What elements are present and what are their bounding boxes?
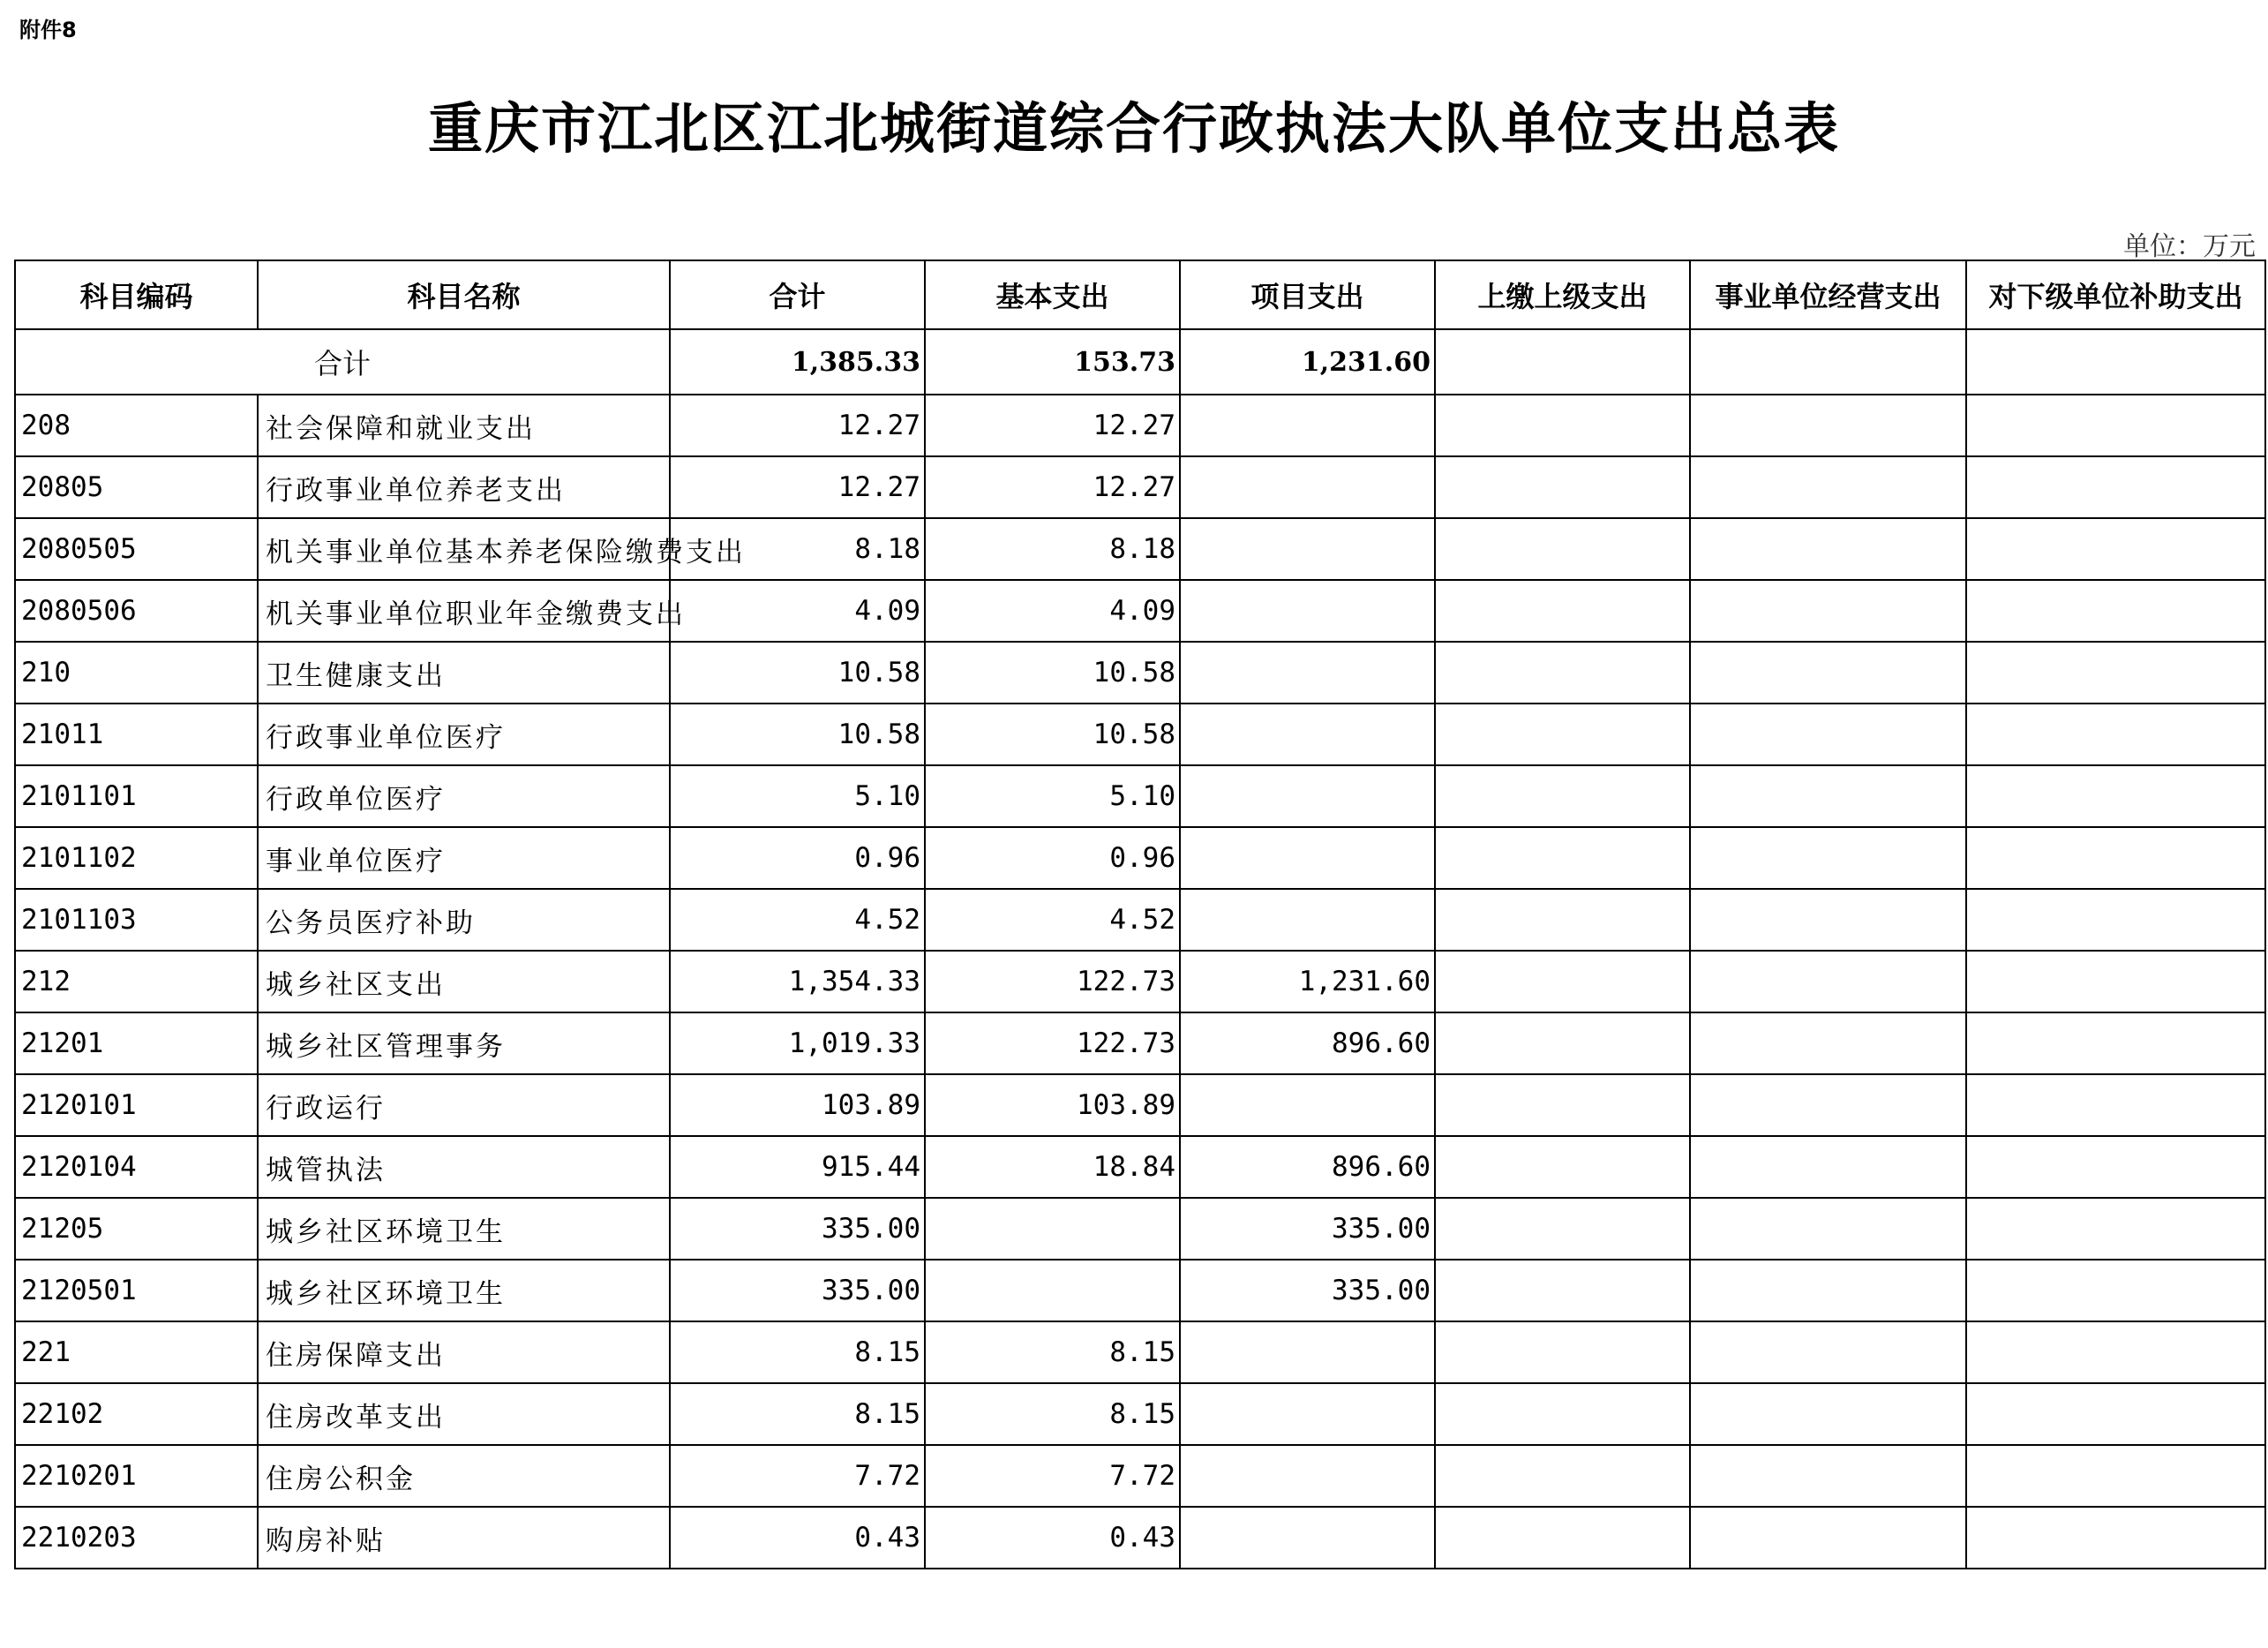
row-business bbox=[1690, 1383, 1966, 1445]
expenditure-table bbox=[14, 260, 2266, 1569]
row-upper bbox=[1435, 704, 1690, 765]
row-project bbox=[1180, 395, 1435, 456]
row-basic: 122.73 bbox=[925, 1012, 1180, 1074]
row-code: 22102 bbox=[15, 1383, 258, 1445]
row-name: 城管执法 bbox=[258, 1136, 670, 1198]
row-name: 事业单位医疗 bbox=[258, 827, 670, 889]
row-basic bbox=[925, 1198, 1180, 1260]
table-row bbox=[15, 1507, 2265, 1569]
total-project: 1,231.60 bbox=[1180, 329, 1435, 395]
row-business bbox=[1690, 1012, 1966, 1074]
row-name: 城乡社区管理事务 bbox=[258, 1012, 670, 1074]
row-basic: 10.58 bbox=[925, 642, 1180, 704]
row-code: 210 bbox=[15, 642, 258, 704]
table-row bbox=[15, 765, 2265, 827]
row-name: 城乡社区环境卫生 bbox=[258, 1260, 670, 1321]
header-sum: 合计 bbox=[670, 260, 925, 329]
row-code: 2101103 bbox=[15, 889, 258, 951]
row-subsidy bbox=[1966, 395, 2265, 456]
row-name: 机关事业单位基本养老保险缴费支出 bbox=[258, 518, 670, 580]
row-sum: 12.27 bbox=[670, 395, 925, 456]
table-row bbox=[15, 1198, 2265, 1260]
row-subsidy bbox=[1966, 1383, 2265, 1445]
row-sum: 103.89 bbox=[670, 1074, 925, 1136]
row-name: 行政事业单位医疗 bbox=[258, 704, 670, 765]
row-project: 1,231.60 bbox=[1180, 951, 1435, 1012]
row-name: 行政单位医疗 bbox=[258, 765, 670, 827]
row-code: 21011 bbox=[15, 704, 258, 765]
row-code: 2120104 bbox=[15, 1136, 258, 1198]
table-row bbox=[15, 827, 2265, 889]
row-code: 2101101 bbox=[15, 765, 258, 827]
table-row bbox=[15, 518, 2265, 580]
table-row bbox=[15, 1136, 2265, 1198]
table-row bbox=[15, 704, 2265, 765]
row-basic: 5.10 bbox=[925, 765, 1180, 827]
table-row bbox=[15, 951, 2265, 1012]
row-sum: 0.43 bbox=[670, 1507, 925, 1569]
row-basic: 0.43 bbox=[925, 1507, 1180, 1569]
row-basic: 8.15 bbox=[925, 1383, 1180, 1445]
row-upper bbox=[1435, 765, 1690, 827]
row-name: 城乡社区支出 bbox=[258, 951, 670, 1012]
row-project bbox=[1180, 1445, 1435, 1507]
total-basic: 153.73 bbox=[925, 329, 1180, 395]
row-project bbox=[1180, 1507, 1435, 1569]
row-upper bbox=[1435, 456, 1690, 518]
row-code: 212 bbox=[15, 951, 258, 1012]
row-business bbox=[1690, 518, 1966, 580]
row-upper bbox=[1435, 1383, 1690, 1445]
row-upper bbox=[1435, 580, 1690, 642]
total-subsidy bbox=[1966, 329, 2265, 395]
row-sum: 10.58 bbox=[670, 642, 925, 704]
row-basic: 4.09 bbox=[925, 580, 1180, 642]
table-row bbox=[15, 1321, 2265, 1383]
row-code: 2120101 bbox=[15, 1074, 258, 1136]
row-basic: 0.96 bbox=[925, 827, 1180, 889]
row-project bbox=[1180, 580, 1435, 642]
row-sum: 8.15 bbox=[670, 1383, 925, 1445]
row-business bbox=[1690, 642, 1966, 704]
row-subsidy bbox=[1966, 1012, 2265, 1074]
row-business bbox=[1690, 704, 1966, 765]
table-header-row bbox=[15, 260, 2265, 329]
row-basic: 10.58 bbox=[925, 704, 1180, 765]
table-row bbox=[15, 395, 2265, 456]
row-business bbox=[1690, 827, 1966, 889]
row-code: 2210201 bbox=[15, 1445, 258, 1507]
total-sum: 1,385.33 bbox=[670, 329, 925, 395]
row-subsidy bbox=[1966, 1445, 2265, 1507]
row-subsidy bbox=[1966, 1321, 2265, 1383]
row-business bbox=[1690, 580, 1966, 642]
row-subsidy bbox=[1966, 518, 2265, 580]
row-project bbox=[1180, 889, 1435, 951]
row-project bbox=[1180, 456, 1435, 518]
row-subsidy bbox=[1966, 951, 2265, 1012]
row-business bbox=[1690, 889, 1966, 951]
row-basic: 8.18 bbox=[925, 518, 1180, 580]
row-sum: 335.00 bbox=[670, 1198, 925, 1260]
row-basic: 12.27 bbox=[925, 395, 1180, 456]
row-project bbox=[1180, 1074, 1435, 1136]
header-basic: 基本支出 bbox=[925, 260, 1180, 329]
row-basic: 4.52 bbox=[925, 889, 1180, 951]
header-code: 科目编码 bbox=[15, 260, 258, 329]
row-subsidy bbox=[1966, 827, 2265, 889]
header-name: 科目名称 bbox=[258, 260, 670, 329]
row-sum: 0.96 bbox=[670, 827, 925, 889]
row-project: 896.60 bbox=[1180, 1136, 1435, 1198]
row-business bbox=[1690, 1260, 1966, 1321]
row-subsidy bbox=[1966, 765, 2265, 827]
row-name: 购房补贴 bbox=[258, 1507, 670, 1569]
row-business bbox=[1690, 395, 1966, 456]
row-sum: 915.44 bbox=[670, 1136, 925, 1198]
row-subsidy bbox=[1966, 1198, 2265, 1260]
row-sum: 4.09 bbox=[670, 580, 925, 642]
row-sum: 8.15 bbox=[670, 1321, 925, 1383]
row-name: 住房保障支出 bbox=[258, 1321, 670, 1383]
row-code: 2210203 bbox=[15, 1507, 258, 1569]
row-name: 公务员医疗补助 bbox=[258, 889, 670, 951]
row-upper bbox=[1435, 1012, 1690, 1074]
row-code: 20805 bbox=[15, 456, 258, 518]
row-project bbox=[1180, 827, 1435, 889]
table-row bbox=[15, 1383, 2265, 1445]
row-project bbox=[1180, 765, 1435, 827]
row-code: 2080505 bbox=[15, 518, 258, 580]
table-row bbox=[15, 1260, 2265, 1321]
row-name: 社会保障和就业支出 bbox=[258, 395, 670, 456]
table-row bbox=[15, 1445, 2265, 1507]
row-subsidy bbox=[1966, 642, 2265, 704]
row-code: 21201 bbox=[15, 1012, 258, 1074]
row-name: 机关事业单位职业年金缴费支出 bbox=[258, 580, 670, 642]
row-basic bbox=[925, 1260, 1180, 1321]
table-row bbox=[15, 1074, 2265, 1136]
row-upper bbox=[1435, 1445, 1690, 1507]
row-upper bbox=[1435, 642, 1690, 704]
row-project: 335.00 bbox=[1180, 1260, 1435, 1321]
row-business bbox=[1690, 951, 1966, 1012]
row-upper bbox=[1435, 1260, 1690, 1321]
row-business bbox=[1690, 1445, 1966, 1507]
row-sum: 8.18 bbox=[670, 518, 925, 580]
row-name: 城乡社区环境卫生 bbox=[258, 1198, 670, 1260]
row-subsidy bbox=[1966, 580, 2265, 642]
row-name: 住房公积金 bbox=[258, 1445, 670, 1507]
row-sum: 335.00 bbox=[670, 1260, 925, 1321]
row-business bbox=[1690, 1507, 1966, 1569]
row-basic: 7.72 bbox=[925, 1445, 1180, 1507]
row-subsidy bbox=[1966, 456, 2265, 518]
row-basic: 12.27 bbox=[925, 456, 1180, 518]
row-code: 2120501 bbox=[15, 1260, 258, 1321]
row-business bbox=[1690, 1198, 1966, 1260]
table-row bbox=[15, 642, 2265, 704]
row-upper bbox=[1435, 827, 1690, 889]
row-project bbox=[1180, 1321, 1435, 1383]
table-row bbox=[15, 889, 2265, 951]
row-upper bbox=[1435, 518, 1690, 580]
total-label: 合计 bbox=[15, 329, 670, 395]
row-name: 住房改革支出 bbox=[258, 1383, 670, 1445]
row-sum: 4.52 bbox=[670, 889, 925, 951]
header-project: 项目支出 bbox=[1180, 260, 1435, 329]
row-upper bbox=[1435, 951, 1690, 1012]
row-subsidy bbox=[1966, 704, 2265, 765]
unit-label: 单位：万元 bbox=[2123, 231, 2256, 262]
row-subsidy bbox=[1966, 889, 2265, 951]
table-row bbox=[15, 456, 2265, 518]
row-sum: 1,019.33 bbox=[670, 1012, 925, 1074]
row-subsidy bbox=[1966, 1074, 2265, 1136]
table-row bbox=[15, 580, 2265, 642]
page-title: 重庆市江北区江北城街道综合行政执法大队单位支出总表 bbox=[427, 96, 1840, 161]
row-project bbox=[1180, 704, 1435, 765]
row-project: 335.00 bbox=[1180, 1198, 1435, 1260]
header-subsidy: 对下级单位补助支出 bbox=[1966, 260, 2265, 329]
row-project: 896.60 bbox=[1180, 1012, 1435, 1074]
row-sum: 10.58 bbox=[670, 704, 925, 765]
row-upper bbox=[1435, 889, 1690, 951]
row-subsidy bbox=[1966, 1260, 2265, 1321]
total-row bbox=[15, 329, 2265, 395]
row-basic: 103.89 bbox=[925, 1074, 1180, 1136]
row-name: 行政事业单位养老支出 bbox=[258, 456, 670, 518]
row-sum: 1,354.33 bbox=[670, 951, 925, 1012]
row-upper bbox=[1435, 395, 1690, 456]
row-name: 卫生健康支出 bbox=[258, 642, 670, 704]
row-upper bbox=[1435, 1074, 1690, 1136]
row-code: 21205 bbox=[15, 1198, 258, 1260]
row-upper bbox=[1435, 1136, 1690, 1198]
row-sum: 5.10 bbox=[670, 765, 925, 827]
row-project bbox=[1180, 518, 1435, 580]
row-sum: 7.72 bbox=[670, 1445, 925, 1507]
row-project bbox=[1180, 1383, 1435, 1445]
row-business bbox=[1690, 1136, 1966, 1198]
attachment-label: 附件8 bbox=[19, 18, 77, 42]
row-basic: 18.84 bbox=[925, 1136, 1180, 1198]
row-upper bbox=[1435, 1198, 1690, 1260]
table-row bbox=[15, 1012, 2265, 1074]
row-business bbox=[1690, 1321, 1966, 1383]
row-subsidy bbox=[1966, 1136, 2265, 1198]
header-upper: 上缴上级支出 bbox=[1435, 260, 1690, 329]
row-upper bbox=[1435, 1321, 1690, 1383]
header-business: 事业单位经营支出 bbox=[1690, 260, 1966, 329]
row-subsidy bbox=[1966, 1507, 2265, 1569]
row-business bbox=[1690, 765, 1966, 827]
row-code: 2080506 bbox=[15, 580, 258, 642]
row-upper bbox=[1435, 1507, 1690, 1569]
row-code: 221 bbox=[15, 1321, 258, 1383]
row-code: 208 bbox=[15, 395, 258, 456]
row-basic: 8.15 bbox=[925, 1321, 1180, 1383]
total-upper bbox=[1435, 329, 1690, 395]
row-code: 2101102 bbox=[15, 827, 258, 889]
row-business bbox=[1690, 456, 1966, 518]
row-basic: 122.73 bbox=[925, 951, 1180, 1012]
row-project bbox=[1180, 642, 1435, 704]
row-business bbox=[1690, 1074, 1966, 1136]
row-sum: 12.27 bbox=[670, 456, 925, 518]
row-name: 行政运行 bbox=[258, 1074, 670, 1136]
total-business bbox=[1690, 329, 1966, 395]
